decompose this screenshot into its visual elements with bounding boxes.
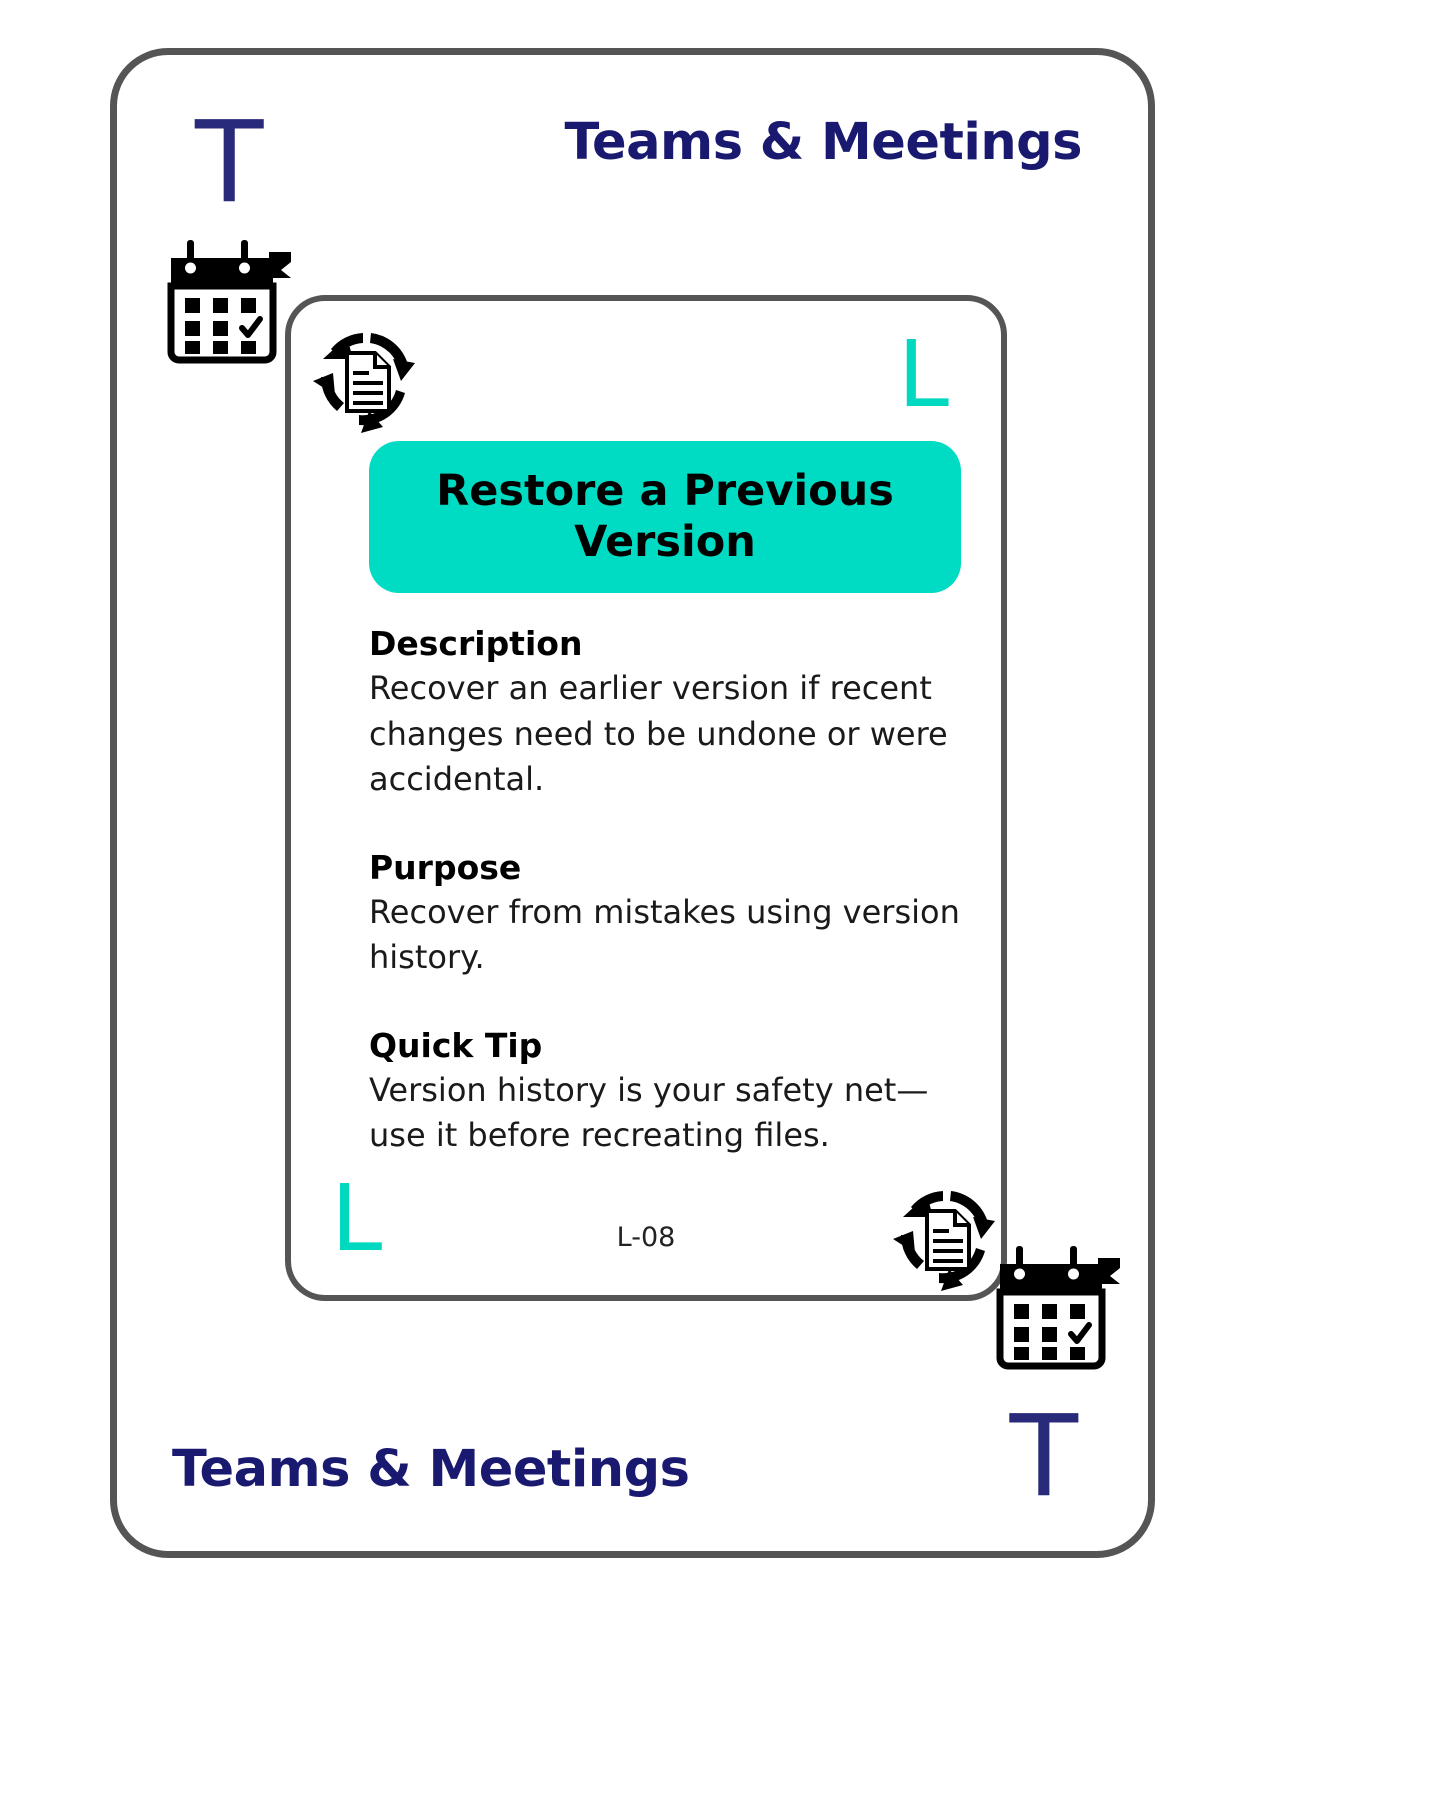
card-id-label: L-08 — [616, 1222, 676, 1253]
document-version-refresh-icon-top-left — [301, 315, 429, 443]
calendar-check-icon-bottom-right — [994, 1246, 1126, 1371]
watermark-letter-t-top-left: T — [195, 98, 264, 228]
document-version-refresh-icon-bottom-right — [881, 1173, 1009, 1301]
card-title-pill — [369, 441, 961, 593]
section-quick-tip — [369, 1025, 969, 1159]
section-quick-tip-heading: Quick Tip — [369, 1025, 543, 1065]
section-description — [369, 623, 969, 803]
card-body — [369, 623, 969, 1159]
section-purpose-heading: Purpose — [369, 847, 522, 887]
section-quick-tip-body: Version history is your safety net—use it before recreating files. — [369, 1070, 929, 1155]
section-description-body: Recover an earlier version if recent changes need to be undone or were accidental. — [369, 669, 948, 799]
section-description-heading: Description — [369, 624, 583, 663]
section-purpose — [369, 847, 969, 981]
calendar-check-icon-top-left — [165, 240, 297, 365]
card-title: Restore a Previous Version — [436, 466, 894, 567]
inner-card — [285, 295, 1007, 1301]
watermark-letter-t-bottom-right: T — [1009, 1392, 1078, 1522]
category-footer: Teams & Meetings — [172, 1440, 690, 1499]
watermark-letter-l-bottom-left: L — [331, 1165, 383, 1272]
watermark-letter-l-top-right: L — [897, 321, 949, 428]
category-header: Teams & Meetings — [564, 113, 1082, 172]
outer-card — [110, 48, 1155, 1558]
section-purpose-body: Recover from mistakes using version history. — [369, 892, 960, 977]
